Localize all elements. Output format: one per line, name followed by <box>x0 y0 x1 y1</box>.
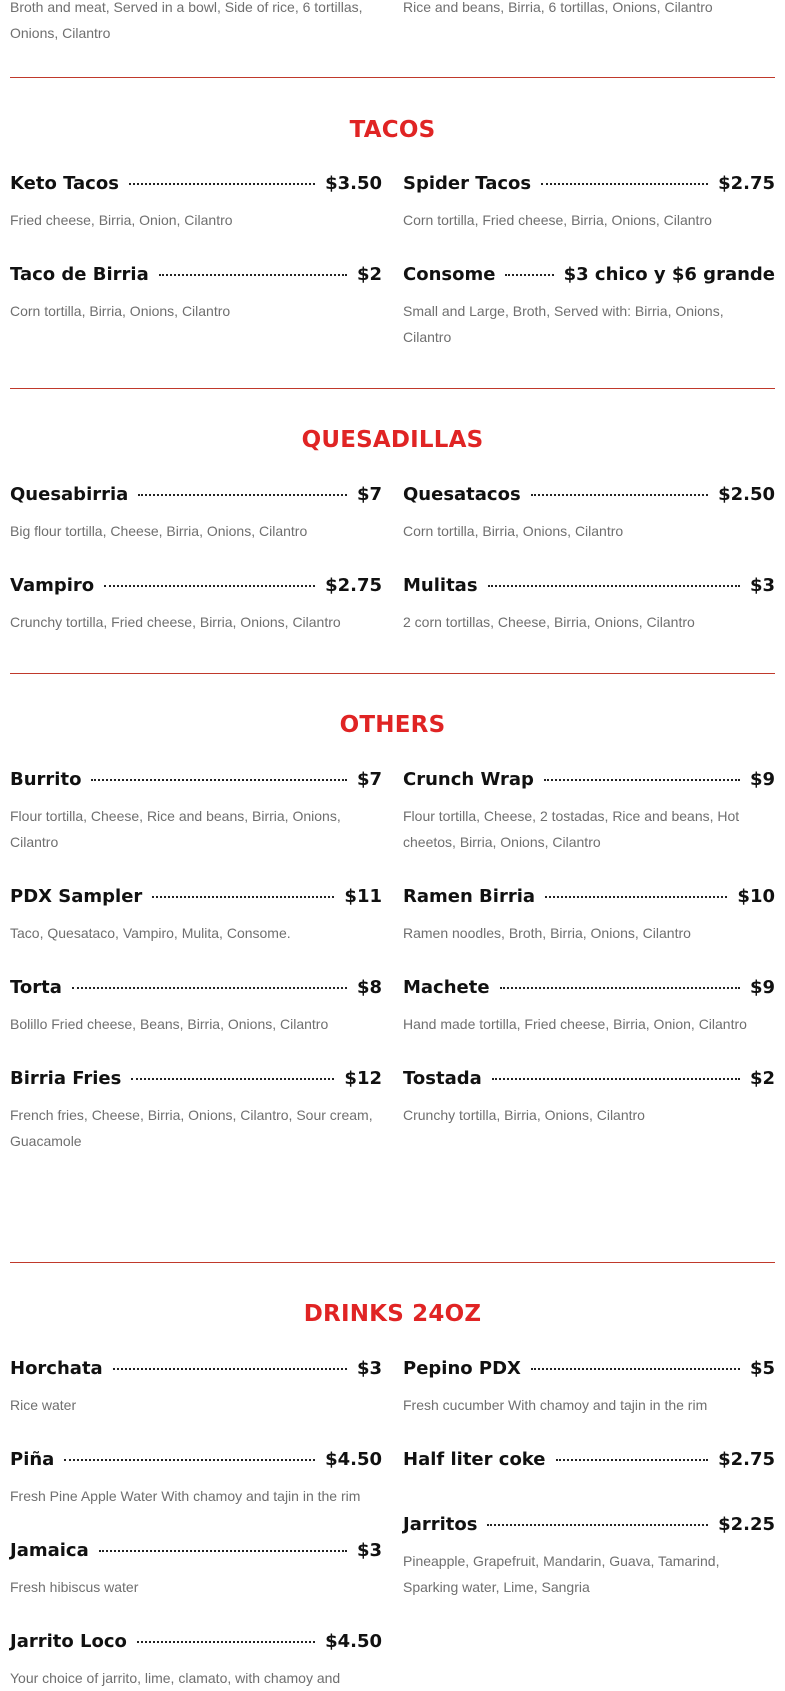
item-price: $3 <box>749 574 775 596</box>
dotted-leader <box>531 1368 740 1370</box>
section-title-quesadillas: QUESADILLAS <box>301 427 484 453</box>
item-description: 2 corn tortillas, Cheese, Birria, Onions, Cilantro <box>403 614 695 630</box>
item-name: Piña <box>10 1448 55 1470</box>
top-left-item-description: Broth and meat, Served in a bowl, Side of rice, 6 tortillas, Onions, Cilantro <box>10 0 363 41</box>
item-name: Quesatacos <box>403 483 521 505</box>
menu-item <box>403 1354 775 1418</box>
item-price: $2 <box>749 1067 775 1089</box>
item-description: Corn tortilla, Fried cheese, Birria, Onions, Cilantro <box>403 212 712 228</box>
item-description: French fries, Cheese, Birria, Onions, Cilantro, Sour cream, Guacamole <box>10 1107 373 1149</box>
item-name: Jamaica <box>10 1539 89 1561</box>
dotted-leader <box>113 1368 347 1370</box>
menu-item <box>403 1445 775 1473</box>
item-name: Burrito <box>10 768 82 790</box>
item-description: Your choice of jarrito, lime, clamato, with chamoy and <box>10 1670 341 1686</box>
item-description: Corn tortilla, Birria, Onions, Cilantro <box>10 303 231 319</box>
item-name: Torta <box>10 976 62 998</box>
item-price: $2.50 <box>718 483 775 505</box>
menu-item <box>10 1064 382 1154</box>
item-name: Spider Tacos <box>403 172 532 194</box>
menu-item <box>403 882 775 946</box>
item-description: Flour tortilla, Cheese, Rice and beans, Birria, Onions, Cilantro <box>10 808 341 850</box>
item-name: PDX Sampler <box>10 885 143 907</box>
item-description: Pineapple, Grapefruit, Mandarin, Guava, Tamarind, Sparking water, Lime, Sangria <box>403 1553 720 1595</box>
menu-item <box>10 1445 382 1509</box>
menu-item <box>10 169 382 233</box>
item-description: Crunchy tortilla, Birria, Onions, Cilantro <box>403 1107 645 1123</box>
dotted-leader <box>138 494 347 496</box>
menu-item <box>10 480 382 544</box>
item-price: $7 <box>356 483 382 505</box>
item-description: Taco, Quesataco, Vampiro, Mulita, Consome. <box>10 925 291 941</box>
dotted-leader <box>488 585 740 587</box>
dotted-leader <box>556 1459 709 1461</box>
menu-item <box>10 1354 382 1418</box>
menu-item <box>403 571 775 635</box>
item-price: $9 <box>749 768 775 790</box>
menu-item <box>10 571 382 635</box>
item-name: Jarritos <box>403 1513 478 1535</box>
dotted-leader <box>500 987 740 989</box>
item-price: $2.25 <box>718 1513 775 1535</box>
item-name: Horchata <box>10 1357 103 1379</box>
item-description: Rice water <box>10 1397 77 1413</box>
dotted-leader <box>91 779 347 781</box>
dotted-leader <box>159 274 347 276</box>
section-title-others: OTHERS <box>339 712 446 738</box>
item-description: Bolillo Fried cheese, Beans, Birria, Onions, Cilantro <box>10 1016 329 1032</box>
item-price: $10 <box>737 885 775 907</box>
dotted-leader <box>104 585 315 587</box>
top-right-item-description: Rice and beans, Birria, 6 tortillas, Onions, Cilantro <box>403 0 713 15</box>
item-description: Fresh Pine Apple Water With chamoy and tajin in the rim <box>10 1488 361 1504</box>
item-name: Tostada <box>403 1067 482 1089</box>
item-price: $4.50 <box>325 1630 382 1652</box>
menu-item <box>403 973 775 1037</box>
item-name: Jarrito Loco <box>10 1630 127 1652</box>
item-price: $12 <box>344 1067 382 1089</box>
item-price: $2 <box>356 263 382 285</box>
item-price: $11 <box>344 885 382 907</box>
item-name: Birria Fries <box>10 1067 122 1089</box>
item-name: Keto Tacos <box>10 172 119 194</box>
item-price: $2.75 <box>325 574 382 596</box>
item-name: Mulitas <box>403 574 478 596</box>
item-name: Crunch Wrap <box>403 768 534 790</box>
item-description: Fresh cucumber With chamoy and tajin in the rim <box>403 1397 708 1413</box>
menu-item <box>403 1064 775 1128</box>
menu-item <box>403 480 775 544</box>
item-price: $8 <box>356 976 382 998</box>
dotted-leader <box>541 183 708 185</box>
section-divider <box>10 77 775 78</box>
section-title-drinks: DRINKS 24OZ <box>303 1301 482 1327</box>
dotted-leader <box>487 1524 708 1526</box>
item-description: Hand made tortilla, Fried cheese, Birria, Onion, Cilantro <box>403 1016 747 1032</box>
dotted-leader <box>505 274 553 276</box>
dotted-leader <box>129 183 315 185</box>
item-description: Ramen noodles, Broth, Birria, Onions, Cilantro <box>403 925 691 941</box>
menu-item <box>10 973 382 1037</box>
menu-item <box>403 169 775 233</box>
dotted-leader <box>131 1078 334 1080</box>
item-price: $3 <box>356 1539 382 1561</box>
item-price: $4.50 <box>325 1448 382 1470</box>
item-price: $3 chico y $6 grande <box>563 263 775 285</box>
item-price: $5 <box>749 1357 775 1379</box>
dotted-leader <box>99 1550 347 1552</box>
menu-item <box>403 1510 775 1600</box>
menu-item <box>403 765 775 855</box>
dotted-leader <box>137 1641 315 1643</box>
item-name: Consome <box>403 263 496 285</box>
menu-item <box>10 882 382 946</box>
dotted-leader <box>492 1078 740 1080</box>
dotted-leader <box>544 779 740 781</box>
item-description: Big flour tortilla, Cheese, Birria, Onions, Cilantro <box>10 523 308 539</box>
dotted-leader <box>545 896 727 898</box>
dotted-leader <box>64 1459 315 1461</box>
item-name: Pepino PDX <box>403 1357 521 1379</box>
section-title-tacos: TACOS <box>349 117 436 143</box>
menu-item <box>10 1627 382 1691</box>
item-price: $2.75 <box>718 1448 775 1470</box>
item-name: Half liter coke <box>403 1448 546 1470</box>
item-name: Taco de Birria <box>10 263 149 285</box>
section-divider <box>10 673 775 674</box>
item-description: Fresh hibiscus water <box>10 1579 139 1595</box>
item-description: Corn tortilla, Birria, Onions, Cilantro <box>403 523 624 539</box>
dotted-leader <box>152 896 334 898</box>
dotted-leader <box>72 987 347 989</box>
item-price: $3 <box>356 1357 382 1379</box>
item-description: Fried cheese, Birria, Onion, Cilantro <box>10 212 233 228</box>
menu-item <box>10 260 382 324</box>
item-name: Quesabirria <box>10 483 129 505</box>
item-name: Vampiro <box>10 574 95 596</box>
item-description: Flour tortilla, Cheese, 2 tostadas, Rice and beans, Hot cheetos, Birria, Onions, Cilantro <box>403 808 740 850</box>
section-divider <box>10 388 775 389</box>
item-name: Ramen Birria <box>403 885 536 907</box>
item-price: $2.75 <box>718 172 775 194</box>
item-name: Machete <box>403 976 490 998</box>
section-divider <box>10 1262 775 1263</box>
menu-item <box>403 260 775 350</box>
menu-item <box>10 765 382 855</box>
item-description: Small and Large, Broth, Served with: Birria, Onions, Cilantro <box>403 303 724 345</box>
dotted-leader <box>531 494 708 496</box>
menu-item <box>10 1536 382 1600</box>
item-price: $7 <box>356 768 382 790</box>
item-price: $3.50 <box>325 172 382 194</box>
item-description: Crunchy tortilla, Fried cheese, Birria, Onions, Cilantro <box>10 614 341 630</box>
item-price: $9 <box>749 976 775 998</box>
